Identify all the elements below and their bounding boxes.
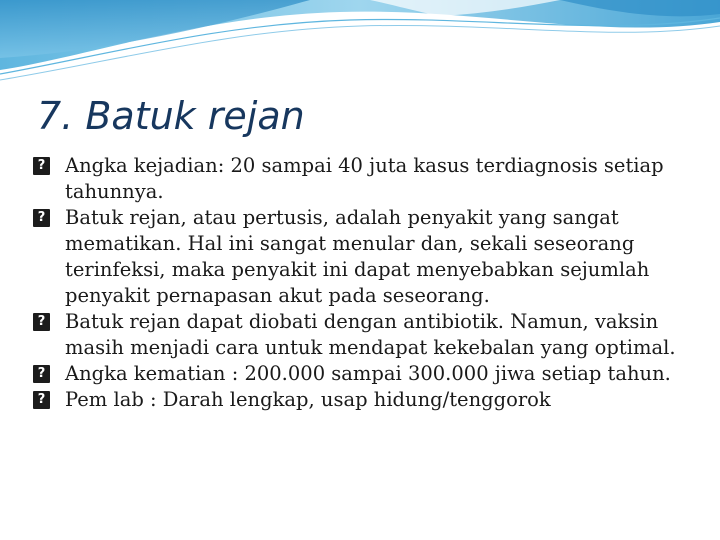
bullet-text: Angka kematian : 200.000 sampai 300.000 jiwa setiap tahun. — [65, 362, 671, 385]
list-item — [33, 205, 708, 309]
bullet-text: Angka kejadian: 20 sampai 40 juta kasus terdiagnosis setiap tahunnya. — [65, 154, 664, 203]
bullet-text: Batuk rejan dapat diobati dengan antibiotik. Namun, vaksin masih menjadi cara untuk mendapat kekebalan yang optimal. — [65, 310, 676, 359]
header-wave-decoration — [0, 0, 720, 90]
missing-glyph-icon — [33, 365, 50, 383]
bullet-list — [33, 153, 708, 413]
missing-glyph-icon — [33, 313, 50, 331]
list-item — [33, 309, 708, 361]
slide-title: 7. Batuk rejan — [37, 94, 305, 138]
list-item — [33, 153, 708, 205]
bullet-text: Pem lab : Darah lengkap, usap hidung/tenggorok — [65, 388, 551, 411]
missing-glyph-icon — [33, 391, 50, 409]
bullet-text: Batuk rejan, atau pertusis, adalah penyakit yang sangat mematikan. Hal ini sangat menular dan, sekali seseorang terinfeksi, maka penyakit ini dapat menyebabkan sejumlah penyakit pernapasan akut pada seseorang. — [65, 206, 650, 307]
missing-glyph-icon — [33, 209, 50, 227]
list-item — [33, 361, 708, 387]
list-item — [33, 387, 708, 413]
missing-glyph-icon — [33, 157, 50, 175]
